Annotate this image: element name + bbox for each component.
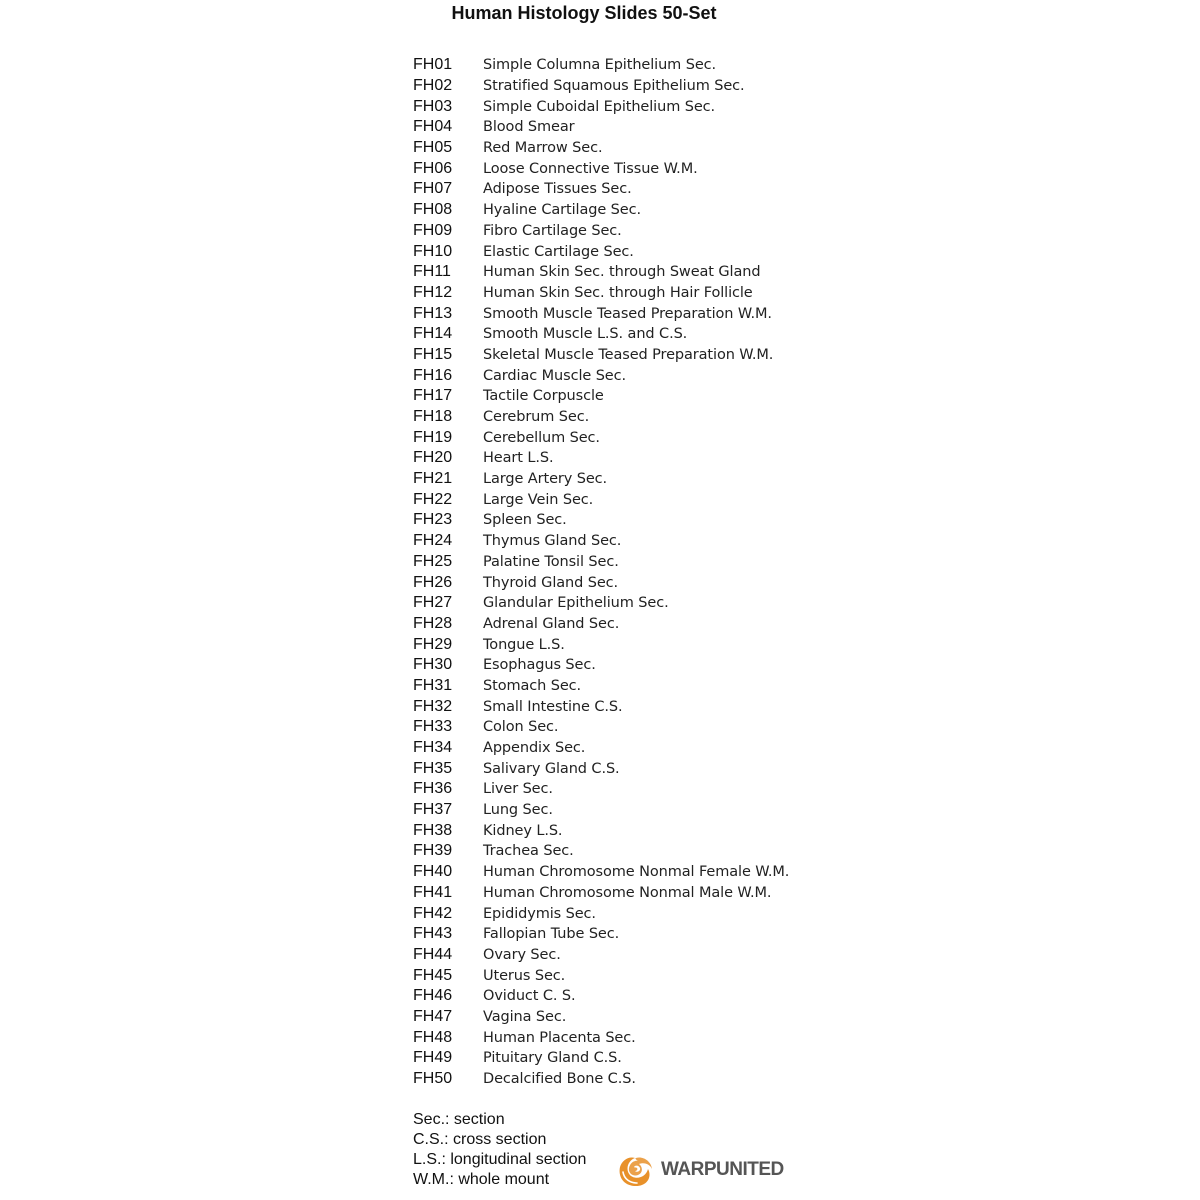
slide-code: FH47 <box>413 1007 453 1025</box>
page-title: Human Histology Slides 50-Set <box>451 3 717 23</box>
slide-row <box>413 593 789 614</box>
slide-row <box>413 924 789 945</box>
slide-name: Simple Columna Epithelium Sec. <box>483 57 717 74</box>
slide-name: Glandular Epithelium Sec. <box>483 595 669 612</box>
slide-name: Cardiac Muscle Sec. <box>483 367 627 384</box>
slide-name: Elastic Cartilage Sec. <box>483 243 634 260</box>
slide-code: FH18 <box>413 408 453 426</box>
slide-row <box>413 1007 789 1028</box>
slide-code: FH09 <box>413 221 453 239</box>
slide-code: FH38 <box>413 821 453 839</box>
slide-name: Fallopian Tube Sec. <box>483 926 620 943</box>
slide-code: FH26 <box>413 573 453 591</box>
slide-name: Loose Connective Tissue W.M. <box>483 160 698 177</box>
slide-code: FH40 <box>413 863 453 881</box>
slide-name: Spleen Sec. <box>483 512 567 529</box>
slide-name: Oviduct C. S. <box>483 988 576 1005</box>
slide-row <box>413 676 789 697</box>
slide-code: FH21 <box>413 470 453 488</box>
legend-item: C.S.: cross section <box>413 1131 547 1148</box>
slide-code: FH28 <box>413 614 453 632</box>
slide-code: FH07 <box>413 180 453 198</box>
slide-code: FH16 <box>413 366 453 384</box>
slide-name: Colon Sec. <box>483 719 559 736</box>
slide-name: Large Vein Sec. <box>483 491 594 508</box>
slide-code: FH50 <box>413 1070 453 1088</box>
slide-code: FH24 <box>413 532 453 550</box>
slide-code: FH12 <box>413 283 453 301</box>
slide-code: FH14 <box>413 325 453 343</box>
slide-row <box>413 283 789 304</box>
brand-name: WARPUNITED <box>661 1159 784 1180</box>
slide-code: FH33 <box>413 718 453 736</box>
slide-row <box>413 469 789 490</box>
slide-row <box>413 655 789 676</box>
slide-row <box>413 324 789 345</box>
slide-name: Vagina Sec. <box>483 1008 567 1025</box>
slide-code: FH30 <box>413 656 453 674</box>
slide-name: Esophagus Sec. <box>483 657 596 674</box>
slide-row <box>413 489 789 510</box>
slide-row <box>413 531 789 552</box>
slide-code: FH17 <box>413 387 453 405</box>
slide-row <box>413 800 789 821</box>
slide-row <box>413 76 789 97</box>
slide-name: Simple Cuboidal Epithelium Sec. <box>483 98 716 115</box>
slide-row <box>413 1048 789 1069</box>
slide-name: Pituitary Gland C.S. <box>483 1050 622 1067</box>
slide-row <box>413 158 789 179</box>
slide-code: FH11 <box>413 263 451 281</box>
slide-code: FH03 <box>413 97 453 115</box>
slide-name: Hyaline Cartilage Sec. <box>483 202 641 219</box>
rose-flower-icon <box>616 1152 656 1188</box>
slide-code: FH22 <box>413 490 453 508</box>
slide-row <box>413 365 789 386</box>
slide-name: Small Intestine C.S. <box>483 698 623 715</box>
slide-name: Adrenal Gland Sec. <box>483 615 620 632</box>
slide-code: FH35 <box>413 759 453 777</box>
slide-row <box>413 345 789 366</box>
slide-row <box>413 1069 789 1090</box>
slide-row <box>413 552 789 573</box>
slide-name: Human Skin Sec. through Hair Follicle <box>483 284 753 301</box>
slide-name: Human Placenta Sec. <box>483 1029 636 1046</box>
slide-row <box>413 738 789 759</box>
slide-row <box>413 758 789 779</box>
slide-name: Tactile Corpuscle <box>483 388 604 405</box>
slide-name: Smooth Muscle Teased Preparation W.M. <box>483 305 772 322</box>
slide-name: Kidney L.S. <box>483 822 563 839</box>
slide-row <box>413 96 789 117</box>
slide-code: FH37 <box>413 801 453 819</box>
slide-row <box>413 696 789 717</box>
slide-name: Smooth Muscle L.S. and C.S. <box>483 326 688 343</box>
slide-code: FH06 <box>413 159 453 177</box>
slide-code: FH02 <box>413 77 453 95</box>
slide-name: Stratified Squamous Epithelium Sec. <box>483 78 745 95</box>
slide-row <box>413 572 789 593</box>
slide-name: Human Skin Sec. through Sweat Gland <box>483 264 761 281</box>
slide-code: FH08 <box>413 201 453 219</box>
slide-code: FH23 <box>413 511 453 529</box>
slide-row <box>413 262 789 283</box>
slide-name: Large Artery Sec. <box>483 471 608 488</box>
slide-code: FH20 <box>413 449 453 467</box>
slide-row <box>413 407 789 428</box>
slide-name: Stomach Sec. <box>483 677 582 694</box>
slide-code: FH36 <box>413 780 453 798</box>
slide-name: Adipose Tissues Sec. <box>483 181 632 198</box>
slide-name: Cerebellum Sec. <box>483 429 600 446</box>
slide-row <box>413 965 789 986</box>
slide-code: FH45 <box>413 966 453 984</box>
slide-row <box>413 614 789 635</box>
legend-item: Sec.: section <box>413 1111 505 1128</box>
brand-logo <box>616 1152 784 1188</box>
slide-row <box>413 510 789 531</box>
slide-code: FH29 <box>413 635 453 653</box>
slide-name: Cerebrum Sec. <box>483 409 590 426</box>
slide-code: FH15 <box>413 345 453 363</box>
legend-item: L.S.: longitudinal section <box>413 1151 587 1168</box>
slide-row <box>413 427 789 448</box>
slide-name: Liver Sec. <box>483 781 553 798</box>
slide-row <box>413 945 789 966</box>
slide-name: Lung Sec. <box>483 802 553 819</box>
slide-name: Trachea Sec. <box>483 843 574 860</box>
slide-row <box>413 303 789 324</box>
slide-name: Salivary Gland C.S. <box>483 760 620 777</box>
slide-code: FH01 <box>413 56 453 74</box>
abbreviation-legend <box>413 1110 586 1190</box>
slide-row <box>413 883 789 904</box>
slide-code: FH48 <box>413 1028 453 1046</box>
slide-name: Thyroid Gland Sec. <box>483 574 619 591</box>
slide-row <box>413 117 789 138</box>
slide-name: Uterus Sec. <box>483 967 566 984</box>
slide-name: Human Chromosome Nonmal Female W.M. <box>483 864 790 881</box>
slide-code: FH31 <box>413 676 453 694</box>
slide-code: FH41 <box>413 883 453 901</box>
slide-row <box>413 779 789 800</box>
slide-code: FH10 <box>413 242 453 260</box>
slide-code: FH43 <box>413 925 453 943</box>
slide-row <box>413 55 789 76</box>
slide-code: FH42 <box>413 904 453 922</box>
slide-name: Heart L.S. <box>483 450 554 467</box>
slide-code: FH04 <box>413 118 453 136</box>
slide-code: FH49 <box>413 1049 453 1067</box>
slide-name: Appendix Sec. <box>483 740 586 757</box>
slide-code: FH19 <box>413 428 453 446</box>
slide-row <box>413 200 789 221</box>
slide-row <box>413 221 789 242</box>
slide-row <box>413 386 789 407</box>
slide-code: FH34 <box>413 739 453 757</box>
slide-name: Thymus Gland Sec. <box>483 533 622 550</box>
slide-code: FH05 <box>413 139 453 157</box>
slide-code: FH25 <box>413 552 453 570</box>
legend-item: W.M.: whole mount <box>413 1171 550 1188</box>
slide-name: Epididymis Sec. <box>483 905 596 922</box>
slide-name: Skeletal Muscle Teased Preparation W.M. <box>483 346 774 363</box>
slide-code: FH39 <box>413 842 453 860</box>
slide-row <box>413 138 789 159</box>
slide-code: FH44 <box>413 945 453 963</box>
slide-row <box>413 1027 789 1048</box>
slide-code: FH13 <box>413 304 453 322</box>
slide-name: Fibro Cartilage Sec. <box>483 222 622 239</box>
slide-row <box>413 241 789 262</box>
slide-row <box>413 820 789 841</box>
slide-row <box>413 717 789 738</box>
slide-name: Decalcified Bone C.S. <box>483 1071 636 1088</box>
slide-name: Tongue L.S. <box>483 636 565 653</box>
slide-list <box>413 55 789 1089</box>
slide-name: Blood Smear <box>483 119 575 136</box>
slide-row <box>413 986 789 1007</box>
slide-name: Palatine Tonsil Sec. <box>483 553 619 570</box>
slide-code: FH27 <box>413 594 453 612</box>
slide-row <box>413 903 789 924</box>
slide-row <box>413 634 789 655</box>
slide-name: Ovary Sec. <box>483 946 561 963</box>
slide-name: Human Chromosome Nonmal Male W.M. <box>483 884 772 901</box>
slide-row <box>413 179 789 200</box>
slide-name: Red Marrow Sec. <box>483 140 603 157</box>
slide-row <box>413 841 789 862</box>
slide-code: FH32 <box>413 697 453 715</box>
slide-code: FH46 <box>413 987 453 1005</box>
slide-row <box>413 448 789 469</box>
slide-row <box>413 862 789 883</box>
